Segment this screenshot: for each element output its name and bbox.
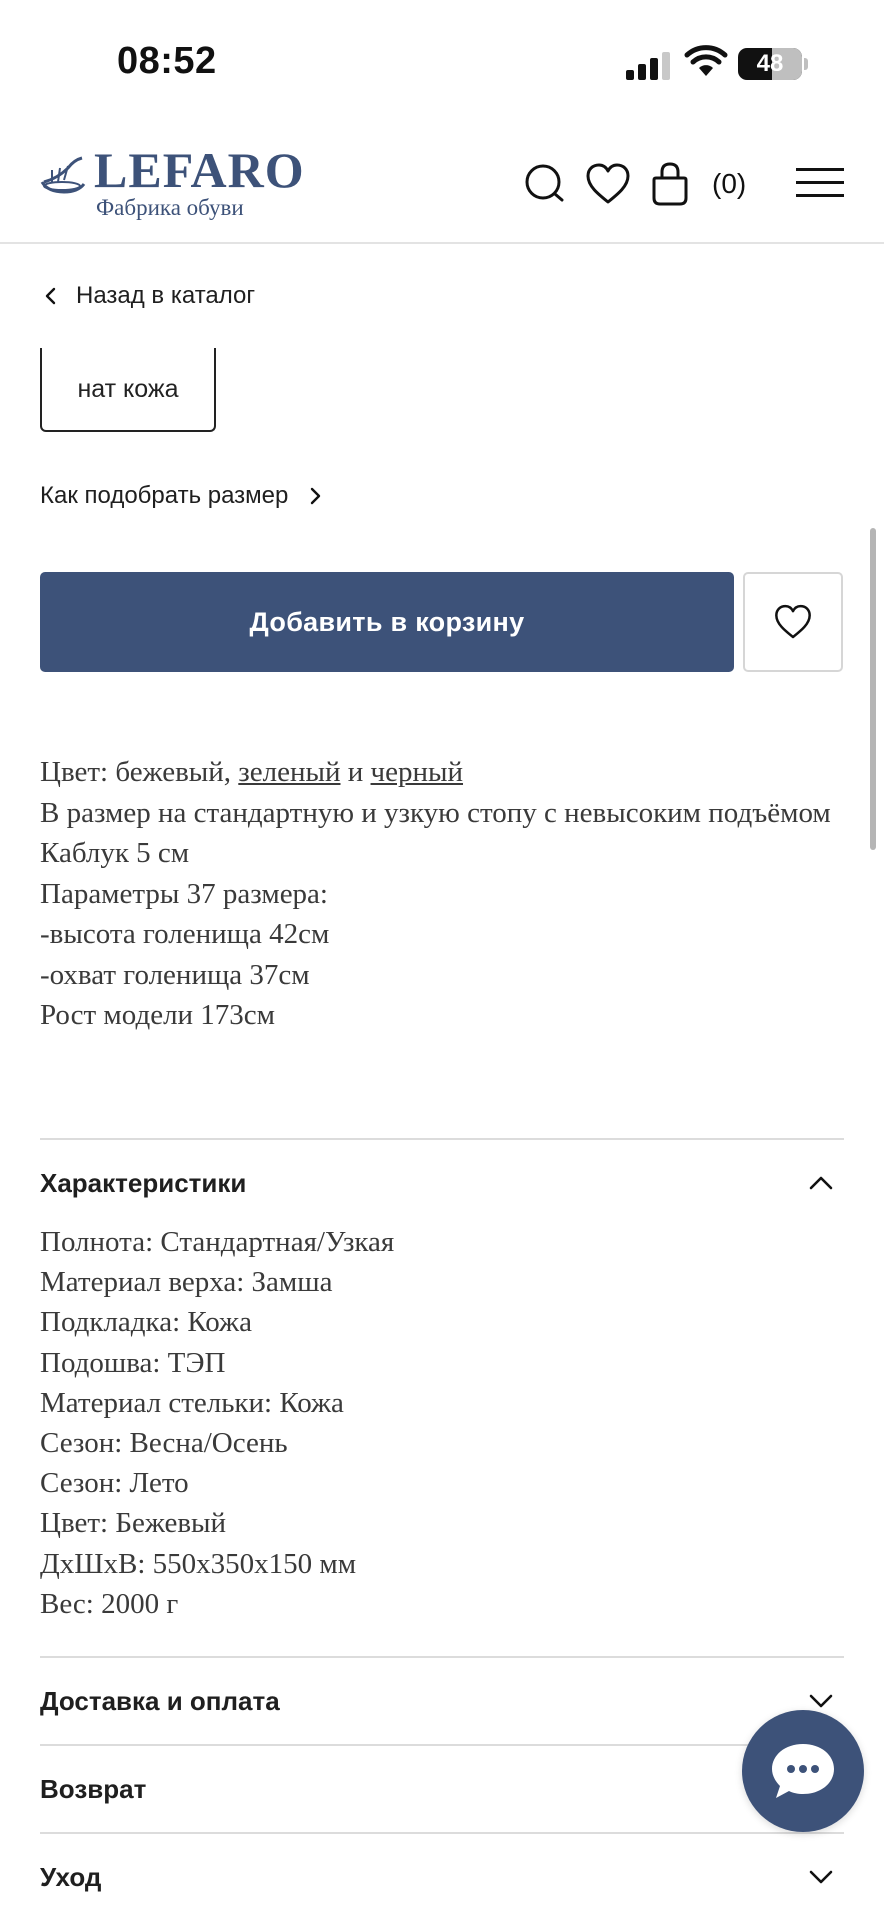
description-line: Рост модели 173см xyxy=(40,999,276,1031)
spec-row: Подошва: ТЭП xyxy=(40,1346,226,1379)
battery-icon xyxy=(738,48,802,80)
description-line: Параметры 37 размера: xyxy=(40,877,328,910)
section-divider xyxy=(40,1138,844,1140)
section-divider xyxy=(40,1744,844,1746)
search-icon[interactable] xyxy=(522,160,570,208)
section-divider xyxy=(40,1656,844,1658)
add-to-favorites-button[interactable] xyxy=(743,572,843,672)
material-option[interactable]: нат кожа xyxy=(40,348,216,432)
spec-row: Полнота: Стандартная/Узкая xyxy=(40,1226,395,1258)
spec-row: Сезон: Лето xyxy=(40,1467,189,1500)
back-to-catalog-link[interactable] xyxy=(40,276,255,316)
spec-row: Сезон: Весна/Осень xyxy=(40,1427,288,1460)
heart-icon xyxy=(773,602,813,642)
logo-wordmark: LEFARO xyxy=(94,142,305,198)
chevron-down-icon[interactable] xyxy=(806,1862,836,1892)
add-to-cart-button[interactable]: Добавить в корзину xyxy=(40,572,734,672)
size-guide-link[interactable] xyxy=(40,476,326,516)
description-line: В размер на стандартную и узкую стопу с невысоким подъёмом xyxy=(40,796,831,829)
bag-icon[interactable] xyxy=(646,160,694,208)
status-bar xyxy=(0,0,884,120)
description-line: Каблук 5 см xyxy=(40,837,190,869)
chat-button[interactable] xyxy=(742,1710,864,1832)
site-header xyxy=(0,120,884,244)
wifi-icon xyxy=(684,44,728,78)
battery-level: 48 xyxy=(756,50,784,77)
color-variant-link-black[interactable]: черный xyxy=(370,756,464,788)
menu-icon[interactable] xyxy=(796,168,844,198)
spec-row: Вес: 2000 г xyxy=(40,1587,179,1620)
back-link-label: Назад в каталог xyxy=(76,282,256,309)
description-color-line: Цвет: бежевый, зеленый и черный xyxy=(40,756,464,788)
logo-tagline: Фабрика обуви xyxy=(96,195,244,220)
status-time: 08:52 xyxy=(117,40,217,82)
accordion-characteristics-title[interactable]: Характеристики xyxy=(40,1168,247,1198)
spec-row: Материал верха: Замша xyxy=(40,1266,333,1299)
cart-count[interactable]: (0) xyxy=(712,168,747,199)
chat-icon xyxy=(768,1740,838,1802)
chevron-right-icon xyxy=(304,485,326,507)
chevron-left-icon xyxy=(40,285,62,307)
color-variant-link-green[interactable]: зеленый xyxy=(238,756,341,788)
heart-icon[interactable] xyxy=(584,160,632,208)
size-guide-label: Как подобрать размер xyxy=(40,482,289,509)
section-divider xyxy=(40,1832,844,1834)
spec-row: Подкладка: Кожа xyxy=(40,1306,252,1339)
product-description xyxy=(40,752,840,1036)
page-scrollbar[interactable] xyxy=(870,528,876,850)
accordion-delivery-title[interactable]: Доставка и оплата xyxy=(40,1686,280,1716)
cellular-signal-icon xyxy=(626,50,672,80)
accordion-return-title[interactable]: Возврат xyxy=(40,1774,147,1804)
description-line: -охват голенища 37см xyxy=(40,958,310,991)
spec-row: Цвет: Бежевый xyxy=(40,1507,227,1540)
spec-row: Материал стельки: Кожа xyxy=(40,1386,344,1419)
brand-logo[interactable] xyxy=(38,142,305,232)
chevron-up-icon[interactable] xyxy=(806,1168,836,1198)
characteristics-list xyxy=(40,1222,820,1624)
logo-shoe-icon xyxy=(38,148,88,198)
description-line: -высота голенища 42см xyxy=(40,918,330,950)
spec-row: ДхШхВ: 550x350x150 мм xyxy=(40,1547,357,1580)
accordion-care-title[interactable]: Уход xyxy=(40,1862,102,1892)
